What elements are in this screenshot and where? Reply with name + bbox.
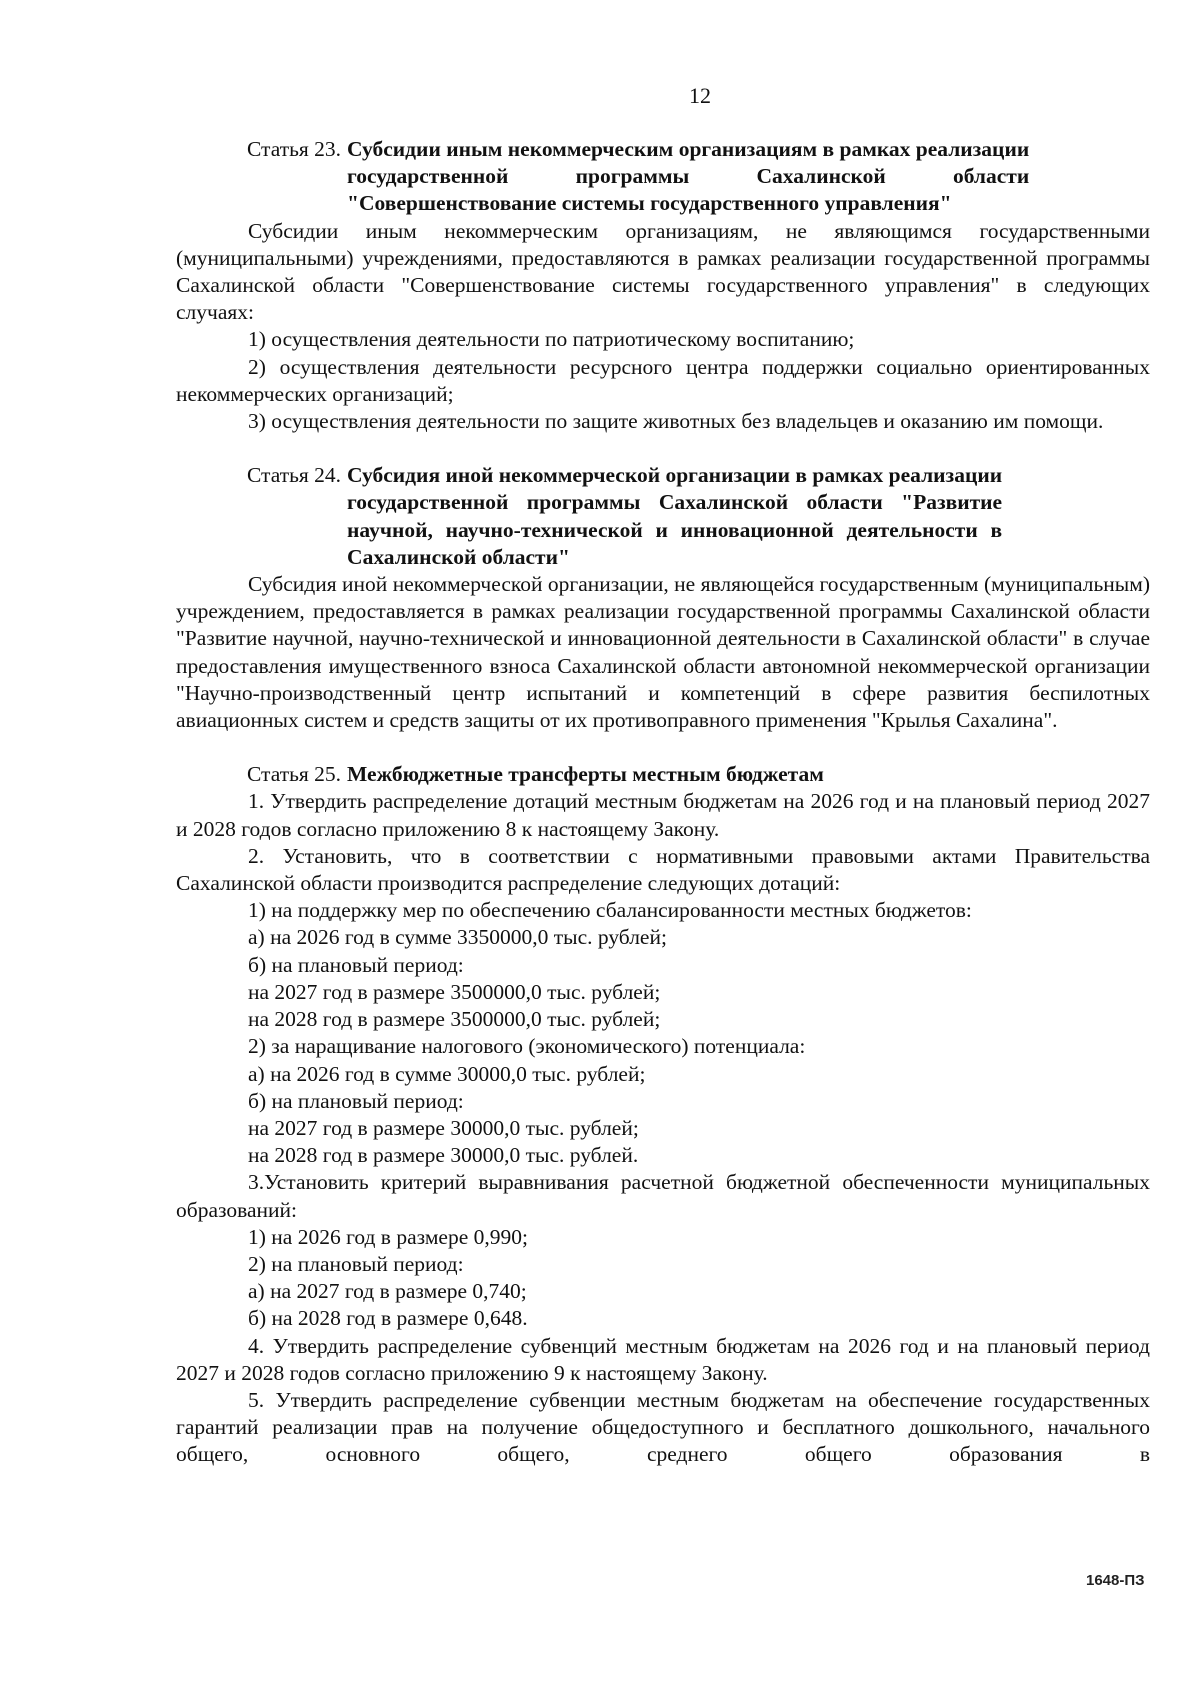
article-23-title-line-1: Субсидии иным некоммерческим организациям в рамках реализации xyxy=(347,137,1030,161)
article-25-point-2-item: на 2028 год в размере 3500000,0 тыс. рублей; xyxy=(248,1007,661,1032)
article-23-title-line-2: государственной программы Сахалинской области xyxy=(347,164,1030,189)
article-25-point-3-item: 2) на плановый период: xyxy=(248,1251,464,1276)
article-25-point-2-item: на 2028 год в размере 30000,0 тыс. рублей. xyxy=(248,1143,639,1168)
document-body xyxy=(176,136,1150,1469)
article-24-paragraph-1: Субсидия иной некоммерческой организации, не являющейся государственным (муниципальным) учреждением, предоставляется в рамках реализации государственной программы Сахалинской области "Развитие научной, научно-технической и инновационной деятельности в Сахалинской области" в случае предоставления имущественного взноса Сахалинской области автономной некоммерческой организации "Научно-производственный центр испытаний и компетенций в сфере развития беспилотных авиационных систем и средств защиты от их противоправного применения "Крылья Сахалина". xyxy=(176,572,1150,733)
article-25-point-3-item: а) на 2027 год в размере 0,740; xyxy=(248,1279,527,1304)
article-25-point-2-item: б) на плановый период: xyxy=(248,1088,464,1113)
article-24-title-line-2: государственной программы Сахалинской области "Развитие xyxy=(347,490,1003,515)
article-25-label: Статья 25. xyxy=(247,762,342,787)
page-number xyxy=(0,82,1200,109)
page-number-text: 12 xyxy=(689,83,711,108)
article-25-point-2-item: 1) на поддержку мер по обеспечению сбалансированности местных бюджетов: xyxy=(248,898,972,923)
article-25-point-1: 1. Утвердить распределение дотаций местным бюджетам на 2026 год и на плановый период 2027 и 2028 годов согласно приложению 8 к настоящему Закону. xyxy=(176,789,1150,841)
article-24-label: Статья 24. xyxy=(247,463,342,488)
article-25-title: Межбюджетные трансферты местным бюджетам xyxy=(347,762,824,787)
article-23-paragraph-1: Субсидии иным некоммерческим организациям, не являющимся государственными (муниципальными) учреждениями, предоставляются в рамках реализации государственной программы Сахалинской области "Совершенствование системы государственного управления" в следующих случаях: xyxy=(176,218,1150,325)
article-23-item-3: 3) осуществления деятельности по защите животных без владельцев и оказанию им помощи. xyxy=(248,409,1104,434)
article-25-point-2-item: 2) за наращивание налогового (экономического) потенциала: xyxy=(248,1034,806,1059)
article-23-title-line-3: "Совершенствование системы государственного управления" xyxy=(347,191,952,216)
article-23-item-1: 1) осуществления деятельности по патриотическому воспитанию; xyxy=(248,327,855,352)
article-25-point-3-item: б) на 2028 год в размере 0,648. xyxy=(248,1306,528,1331)
article-24-title-line-3: научной, научно-технической и инновационной деятельности в xyxy=(347,517,1003,542)
article-25-point-3: 3.Установить критерий выравнивания расчетной бюджетной обеспеченности муниципальных образований: xyxy=(176,1170,1150,1222)
article-25-point-2-item: а) на 2026 год в сумме 30000,0 тыс. рублей; xyxy=(248,1061,646,1086)
article-24-title-line-1: Субсидия иной некоммерческой организации в рамках реализации xyxy=(347,463,1003,488)
article-23-item-2: 2) осуществления деятельности ресурсного центра поддержки социально ориентированных некоммерческих организаций; xyxy=(176,354,1150,406)
spacer xyxy=(176,734,1150,761)
article-24-heading xyxy=(176,462,1150,571)
article-25-heading xyxy=(176,761,1150,788)
article-23-heading xyxy=(176,136,1150,218)
article-24-title-line-4: Сахалинской области" xyxy=(347,544,570,569)
article-25-point-2-item: на 2027 год в размере 3500000,0 тыс. рублей; xyxy=(248,979,661,1004)
article-23-label: Статья 23. xyxy=(247,137,342,161)
article-25-point-3-item: 1) на 2026 год в размере 0,990; xyxy=(248,1224,528,1249)
spacer xyxy=(176,435,1150,462)
article-25-point-2-item: а) на 2026 год в сумме 3350000,0 тыс. рублей; xyxy=(248,925,667,950)
article-25-point-2: 2. Установить, что в соответствии с нормативными правовыми актами Правительства Сахалинской области производится распределение следующих дотаций: xyxy=(176,843,1150,896)
article-23-title xyxy=(341,136,1029,218)
article-25-point-2-item: б) на плановый период: xyxy=(248,952,464,977)
article-25-point-4: 4. Утвердить распределение субвенций местным бюджетам на 2026 год и на плановый период 2027 и 2028 годов согласно приложению 9 к настоящему Закону. xyxy=(176,1333,1150,1385)
article-24-title xyxy=(341,462,1002,571)
document-code: 1648-ПЗ xyxy=(1086,1572,1145,1589)
article-25-point-5: 5. Утвердить распределение субвенции местным бюджетам на обеспечение государственных гарантий реализации прав на получение общедоступного и бесплатного дошкольного, начального общего, основного общего, среднего общего образования в xyxy=(176,1387,1150,1467)
article-25-point-2-item: на 2027 год в размере 30000,0 тыс. рублей; xyxy=(248,1115,639,1140)
